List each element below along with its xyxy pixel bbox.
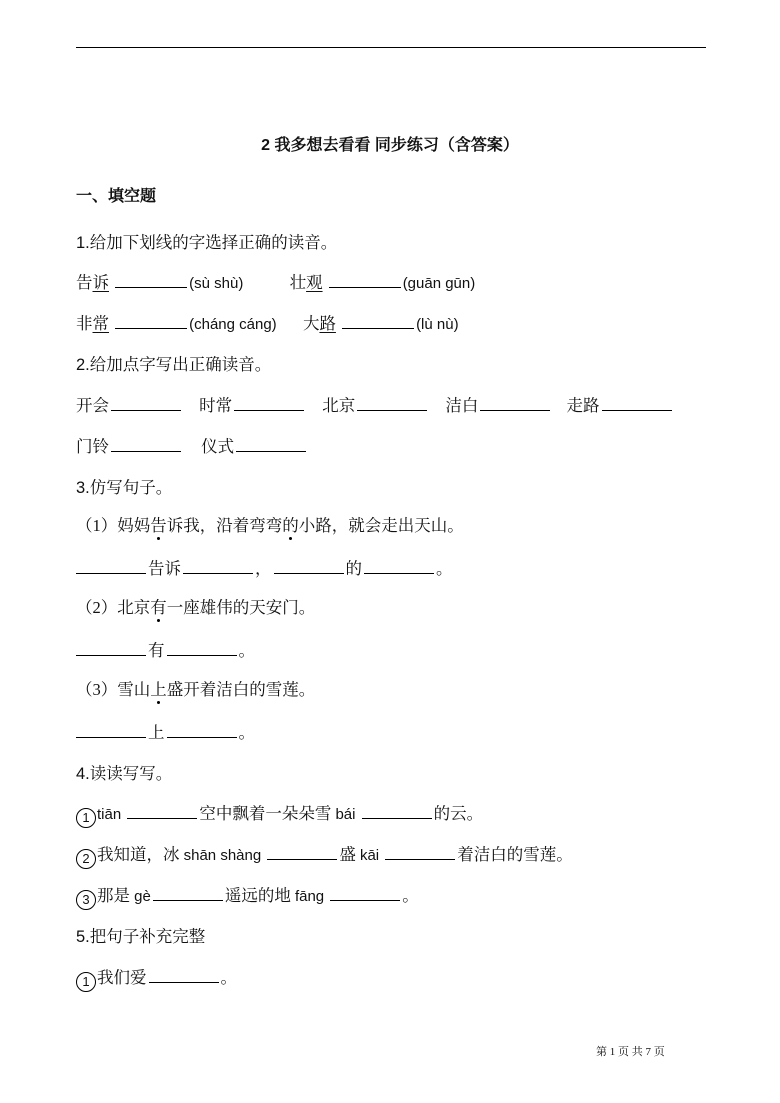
word-prefix: 告 [76, 273, 93, 292]
word: 开会 [76, 396, 109, 415]
dotted-char: 有 [150, 598, 167, 617]
text: 盛开着洁白的雪莲。 [166, 680, 316, 699]
pinyin: gè [134, 888, 151, 905]
text: 那是 [97, 886, 130, 905]
answer-blank[interactable] [357, 396, 427, 411]
pinyin: shān shàng [183, 847, 262, 864]
text: 我知道，冰 [97, 845, 180, 864]
text: 。 [238, 723, 255, 742]
answer-blank[interactable] [115, 314, 187, 329]
answer-blank[interactable] [149, 968, 219, 983]
sentence-1 [76, 515, 464, 537]
page-footer: 第 1 页 共 7 页 [596, 1046, 665, 1058]
circled-number: 1 [76, 972, 96, 992]
question-4-label: 4.读读写写。 [76, 765, 173, 783]
text: 的云。 [433, 804, 484, 823]
sentence-2 [76, 597, 315, 619]
dotted-char: 上 [150, 680, 167, 699]
text: 着洁白的雪莲。 [457, 845, 573, 864]
text: 我们爱 [97, 968, 147, 987]
word: 仪式 [201, 437, 235, 456]
question-5-line-1 [76, 967, 237, 992]
word-prefix: 大 [302, 314, 320, 333]
text: 。 [436, 559, 453, 578]
word-prefix: 壮 [289, 273, 307, 292]
circled-number: 3 [76, 890, 96, 910]
circled-number: 2 [76, 849, 96, 869]
question-3-label: 3.仿写句子。 [76, 479, 173, 497]
text: 小路，就会走出天山。 [298, 516, 464, 535]
text: 的 [345, 559, 362, 578]
pinyin: tiān [97, 806, 122, 823]
answer-blank[interactable] [127, 804, 197, 819]
circled-number: 1 [76, 808, 96, 828]
page-title: 2 我多想去看看 同步练习（含答案） [261, 137, 519, 154]
text: 一座雄伟的天安门。 [166, 598, 316, 617]
answer-blank[interactable] [167, 723, 237, 738]
sentence-1-template [76, 558, 453, 580]
question-2-row-1 [76, 395, 674, 417]
text: 。 [238, 641, 255, 660]
text: （1）妈妈 [76, 516, 151, 535]
answer-blank[interactable] [342, 314, 414, 329]
question-1-label: 1.给加下划线的字选择正确的读音。 [76, 234, 338, 252]
text: 遥远的地 [224, 886, 291, 905]
question-4-line-3 [76, 885, 419, 910]
pinyin-options: (sù shù) [189, 275, 244, 292]
word: 走路 [566, 396, 600, 415]
answer-blank[interactable] [115, 273, 187, 288]
text: （3）雪山 [76, 680, 151, 699]
answer-blank[interactable] [274, 559, 344, 574]
answer-blank[interactable] [480, 396, 550, 411]
word: 门铃 [76, 437, 109, 456]
pinyin-options: (cháng cáng) [189, 316, 277, 333]
underlined-char: 路 [319, 314, 336, 333]
answer-blank[interactable] [236, 437, 306, 452]
question-1-row-1 [76, 272, 475, 295]
word: 时常 [199, 396, 233, 415]
underlined-char: 常 [92, 314, 109, 333]
answer-blank[interactable] [167, 641, 237, 656]
word: 洁白 [445, 396, 479, 415]
answer-blank[interactable] [267, 845, 337, 860]
text: 上 [148, 723, 165, 742]
answer-blank[interactable] [364, 559, 434, 574]
answer-blank[interactable] [111, 396, 181, 411]
pinyin: fāng [294, 888, 325, 905]
text: 有 [148, 641, 165, 660]
text: 诉我，沿着弯弯 [166, 516, 283, 535]
sentence-3-template [76, 722, 255, 744]
answer-blank[interactable] [385, 845, 455, 860]
answer-blank[interactable] [234, 396, 304, 411]
text: ， [255, 559, 272, 578]
question-4-line-1 [76, 803, 483, 828]
text: （2）北京 [76, 598, 151, 617]
word: 北京 [322, 396, 356, 415]
text: 。 [220, 968, 237, 987]
pinyin-options: (lù nù) [416, 316, 459, 333]
section-heading: 一、填空题 [76, 188, 157, 205]
answer-blank[interactable] [362, 804, 432, 819]
answer-blank[interactable] [330, 886, 400, 901]
pinyin: kāi [359, 847, 380, 864]
answer-blank[interactable] [329, 273, 401, 288]
dotted-char: 的 [282, 516, 299, 535]
answer-blank[interactable] [76, 641, 146, 656]
text: 。 [402, 886, 419, 905]
dotted-char: 告 [150, 516, 167, 535]
sentence-3 [76, 679, 315, 701]
answer-blank[interactable] [76, 559, 146, 574]
question-5-label: 5.把句子补充完整 [76, 928, 206, 946]
underlined-char: 观 [306, 273, 323, 292]
text: 盛 [339, 845, 356, 864]
question-4-line-2 [76, 844, 573, 869]
pinyin-options: (guān gūn) [402, 275, 476, 292]
underlined-char: 诉 [92, 273, 109, 292]
text: 告诉 [148, 559, 181, 578]
text: 空中飘着一朵朵雪 [199, 804, 332, 823]
header-rule [76, 47, 706, 48]
question-2-label: 2.给加点字写出正确读音。 [76, 356, 272, 374]
answer-blank[interactable] [111, 437, 181, 452]
pinyin: bái [335, 806, 356, 823]
answer-blank[interactable] [183, 559, 253, 574]
answer-blank[interactable] [602, 396, 672, 411]
word-prefix: 非 [76, 314, 93, 333]
sentence-2-template [76, 640, 255, 662]
answer-blank[interactable] [153, 886, 223, 901]
question-1-row-2 [76, 313, 459, 336]
answer-blank[interactable] [76, 723, 146, 738]
question-2-row-2 [76, 436, 308, 458]
